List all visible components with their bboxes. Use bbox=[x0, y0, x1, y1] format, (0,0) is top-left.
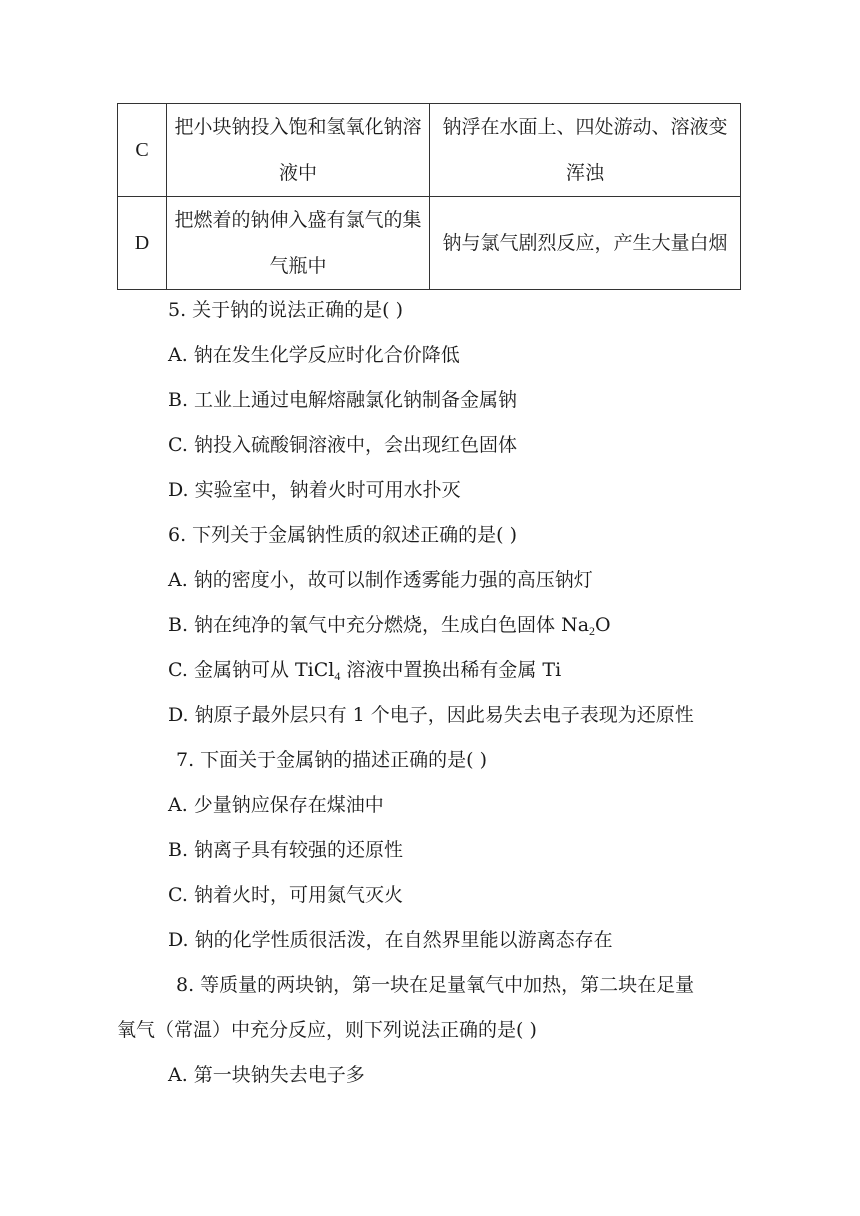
question-7-option-d: D. 钠的化学性质很活泼，在自然界里能以游离态存在 bbox=[168, 929, 613, 951]
table-row bbox=[118, 104, 741, 197]
experiment-action: 把燃着的钠伸入盛有氯气的集气瓶中 bbox=[167, 197, 430, 290]
experiment-phenomenon: 钠与氯气剧烈反应，产生大量白烟 bbox=[430, 197, 741, 290]
question-6-option-a: A. 钠的密度小，故可以制作透雾能力强的高压钠灯 bbox=[168, 569, 593, 591]
subscript: 2 bbox=[589, 624, 596, 638]
question-6-option-b bbox=[168, 612, 611, 638]
experiment-action: 把小块钠投入饱和氢氧化钠溶液中 bbox=[167, 104, 430, 197]
experiment-phenomenon: 钠浮在水面上、四处游动、溶液变浑浊 bbox=[430, 104, 741, 197]
question-7-option-c: C. 钠着火时，可用氮气灭火 bbox=[168, 884, 403, 906]
table-row bbox=[118, 197, 741, 290]
question-5-stem: 5. 关于钠的说法正确的是( ) bbox=[168, 299, 404, 321]
question-7-stem: 7. 下面关于金属钠的描述正确的是( ) bbox=[176, 749, 488, 771]
question-6-stem: 6. 下列关于金属钠性质的叙述正确的是( ) bbox=[168, 524, 518, 546]
option-text: 溶液中置换出稀有金属 Ti bbox=[340, 659, 562, 681]
question-5-option-a: A. 钠在发生化学反应时化合价降低 bbox=[168, 344, 460, 366]
option-text: O bbox=[595, 614, 611, 636]
question-8-stem-line2: 氧气（常温）中充分反应，则下列说法正确的是( ) bbox=[117, 1019, 537, 1041]
option-text: C. 金属钠可从 TiCl bbox=[168, 659, 335, 681]
question-5-option-c: C. 钠投入硫酸铜溶液中，会出现红色固体 bbox=[168, 434, 517, 456]
question-5-option-d: D. 实验室中，钠着火时可用水扑灭 bbox=[168, 479, 461, 501]
question-7-option-b: B. 钠离子具有较强的还原性 bbox=[168, 839, 404, 861]
subscript: 4 bbox=[334, 669, 341, 683]
option-text: B. 钠在纯净的氧气中充分燃烧，生成白色固体 Na bbox=[168, 614, 590, 636]
question-8-option-a: A. 第一块钠失去电子多 bbox=[168, 1064, 365, 1086]
question-7-option-a: A. 少量钠应保存在煤油中 bbox=[168, 794, 384, 816]
question-8-stem-line1: 8. 等质量的两块钠，第一块在足量氧气中加热，第二块在足量 bbox=[176, 974, 695, 996]
experiment-table bbox=[117, 103, 741, 290]
question-6-option-c bbox=[168, 657, 561, 683]
question-5-option-b: B. 工业上通过电解熔融氯化钠制备金属钠 bbox=[168, 389, 518, 411]
question-6-option-d: D. 钠原子最外层只有 1 个电子，因此易失去电子表现为还原性 bbox=[168, 704, 694, 726]
row-label: C bbox=[118, 104, 167, 197]
row-label: D bbox=[118, 197, 167, 290]
